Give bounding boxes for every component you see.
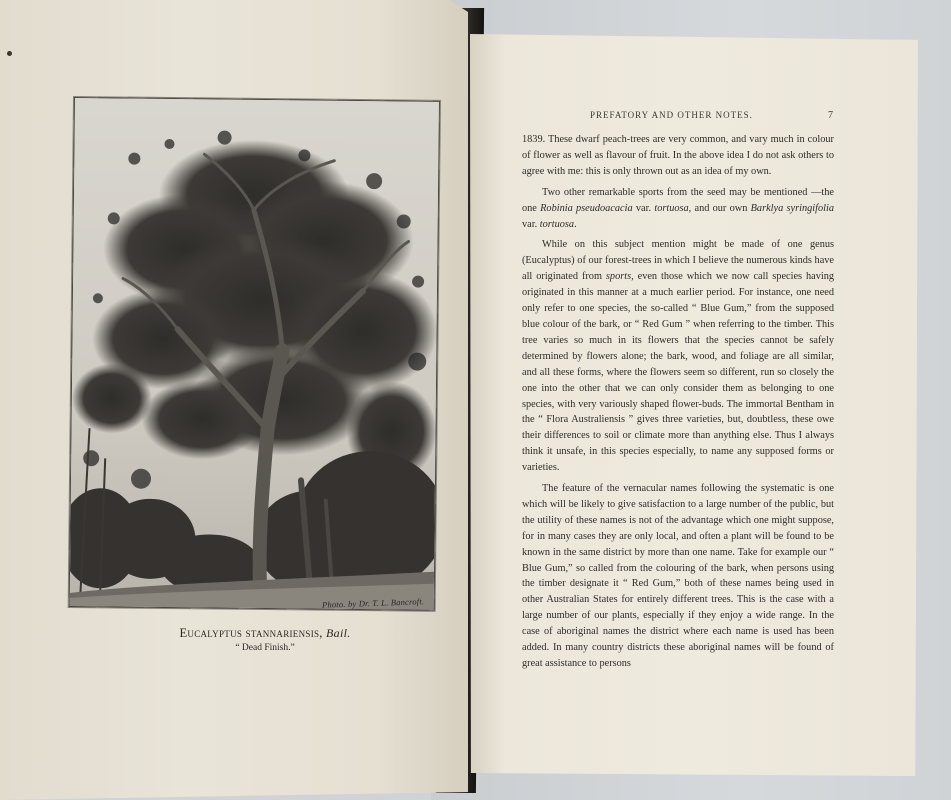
photo-credit: Photo. by Dr. T. L. Bancroft. — [321, 596, 425, 610]
plate-subcaption: “ Dead Finish.” — [235, 643, 295, 653]
paragraph: 1839. These dwarf peach-trees are very common, and vary much in colour of flower as well as flavour of fruit. In the above idea I do not ask others to agree with me: this is only thrown out as an idea of my own. — [522, 134, 834, 177]
caption-species-name: Eucalyptus stannariensis, — [179, 626, 323, 640]
page-mark — [7, 51, 12, 56]
paragraph: The feature of the vernacular names following the systematic is one which will be likely to give satisfaction to a large number of the public, but the utility of these names is not of the advantage which one might suppose, for in many cases they are only local, and often a plant will be found to be known in the same district by more than one name. Take for example our “ Blue Gum,” so called from the colouring of the bark, when persons using the timber designate it “ Red Gum,” both of these names being used in other Australian States for entirely different trees. This is the case with a large number of our plants, especially if they enjoy a wide range. In the case of aboriginal names the district where each name is used has been added. In many country districts these aboriginal names will be found of great assistance to persons — [522, 483, 834, 669]
page-number: 7 — [828, 110, 833, 121]
body-text — [522, 132, 834, 672]
paragraph: Two other remarkable sports from the seed may be mentioned —the one Robinia pseudoacacia var. tortuosa, and our own Barklya syringifolia var. tortuosa. — [522, 186, 834, 230]
running-head: PREFATORY AND OTHER NOTES. — [590, 110, 753, 120]
caption-authority: Bail. — [326, 626, 351, 640]
eucalyptus-photograph — [69, 97, 440, 611]
plate-caption — [150, 626, 380, 641]
paragraph: While on this subject mention might be made of one genus (Eucalyptus) of our forest-trees in which I believe the numerous kinds have all originated from sports, even those which we now call species having originated in this manner at a much earlier period. For instance, one need only refer to one species, the so-called “ Blue Gum,” from the supposed blue colour of the bark, or “ Red Gum ” when referring to the timber. This tree varies so much in its flowers that the species cannot be safely determined by flowers alone; the bark, wood, and foliage are all similar, and all these forms, where the flowers seem so different, run so closely the one into the other that we can only consider them as belonging to one species, with very variously shaped flower-buds. The immortal Bentham in the “ Flora Australiensis ” gives three varieties, but, doubtless, these owe their differences to soil or climate more than anything else. Thus I always think it unsafe, in this species especially, to name any supposed forms or varieties. — [522, 239, 835, 474]
